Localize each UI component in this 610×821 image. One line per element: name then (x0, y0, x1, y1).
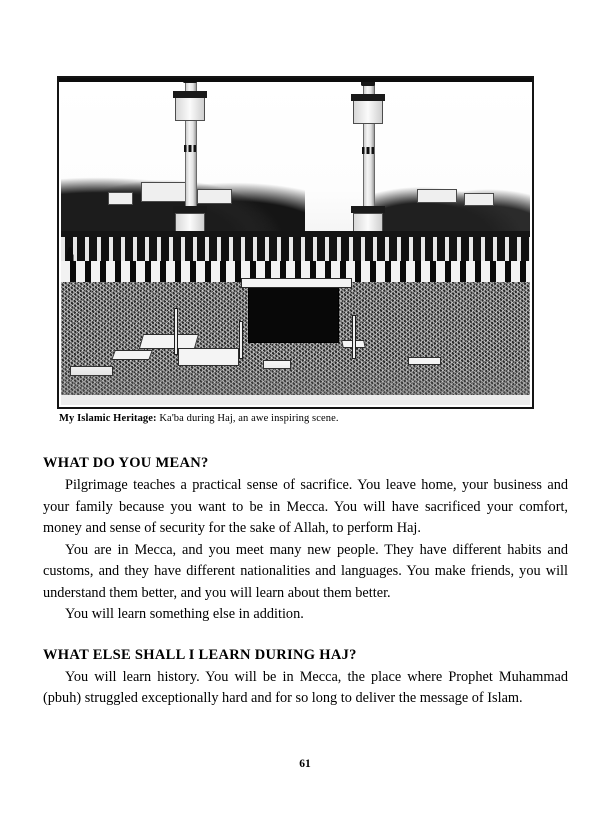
figure-masjid-al-haram (57, 76, 534, 409)
kaaba (249, 287, 338, 342)
paragraph: Pilgrimage teaches a practical sense of sacrifice. You leave home, your business and your family because you want to be in Mecca. You will have sacrificed your comfort, money and sense of security for the sake of Allah, to perform Haj. (43, 477, 568, 536)
hillside-building (197, 189, 232, 205)
minaret-mid-balcony (351, 206, 386, 213)
courtyard-pole (174, 308, 178, 355)
arcade-arch-band (61, 231, 530, 241)
hillside-building (417, 189, 457, 204)
paragraph: You will learn something else in addition. (65, 606, 304, 622)
paragraph: You will learn history. You will be in Mecca, the place where Prophet Muhammad (pbuh) struggled exceptionally hard and for so long to deliver the message of Islam. (43, 668, 568, 706)
minaret-right (359, 82, 378, 253)
hillside-building (108, 192, 133, 205)
courtyard-pole (352, 315, 356, 359)
minaret-upper-gallery (353, 99, 383, 124)
page-body (43, 455, 568, 710)
photo-frame (57, 76, 534, 409)
courtyard-canopy (111, 350, 152, 360)
caption-text: Ka'ba during Haj, an awe inspiring scene. (159, 413, 339, 424)
minaret-upper-balcony (351, 94, 386, 101)
courtyard-canopy (139, 334, 199, 349)
courtyard-pole (239, 321, 243, 359)
figure-caption (59, 412, 539, 425)
crowd-foreground-shading (61, 363, 530, 395)
arcade-columns (61, 237, 530, 261)
minaret-upper-balcony (173, 91, 208, 98)
paragraph: You are in Mecca, and you meet many new people. They have different habits and customs, and they have different nationalities and languages. You make friends, you will understand them better, and you will learn about them better. (43, 541, 568, 601)
minaret-windows (362, 147, 374, 155)
photograph (61, 82, 530, 405)
minaret-dome (183, 82, 197, 83)
minaret-left (181, 82, 200, 253)
minaret-dome (361, 82, 375, 86)
hillside-building (464, 193, 494, 206)
caption-lead: My Islamic Heritage: (59, 413, 157, 424)
section-heading-what-do-you-mean: WHAT DO YOU MEAN? (43, 455, 209, 471)
courtyard-floor (61, 395, 530, 405)
minaret-mid-balcony (173, 206, 208, 213)
upper-arcade (61, 231, 530, 262)
page-number: 61 (299, 758, 311, 770)
minaret-upper-gallery (175, 96, 205, 121)
minaret-windows (184, 145, 196, 153)
section-heading-what-else-shall-i-learn-during-haj: WHAT ELSE SHALL I LEARN DURING HAJ? (43, 646, 357, 663)
